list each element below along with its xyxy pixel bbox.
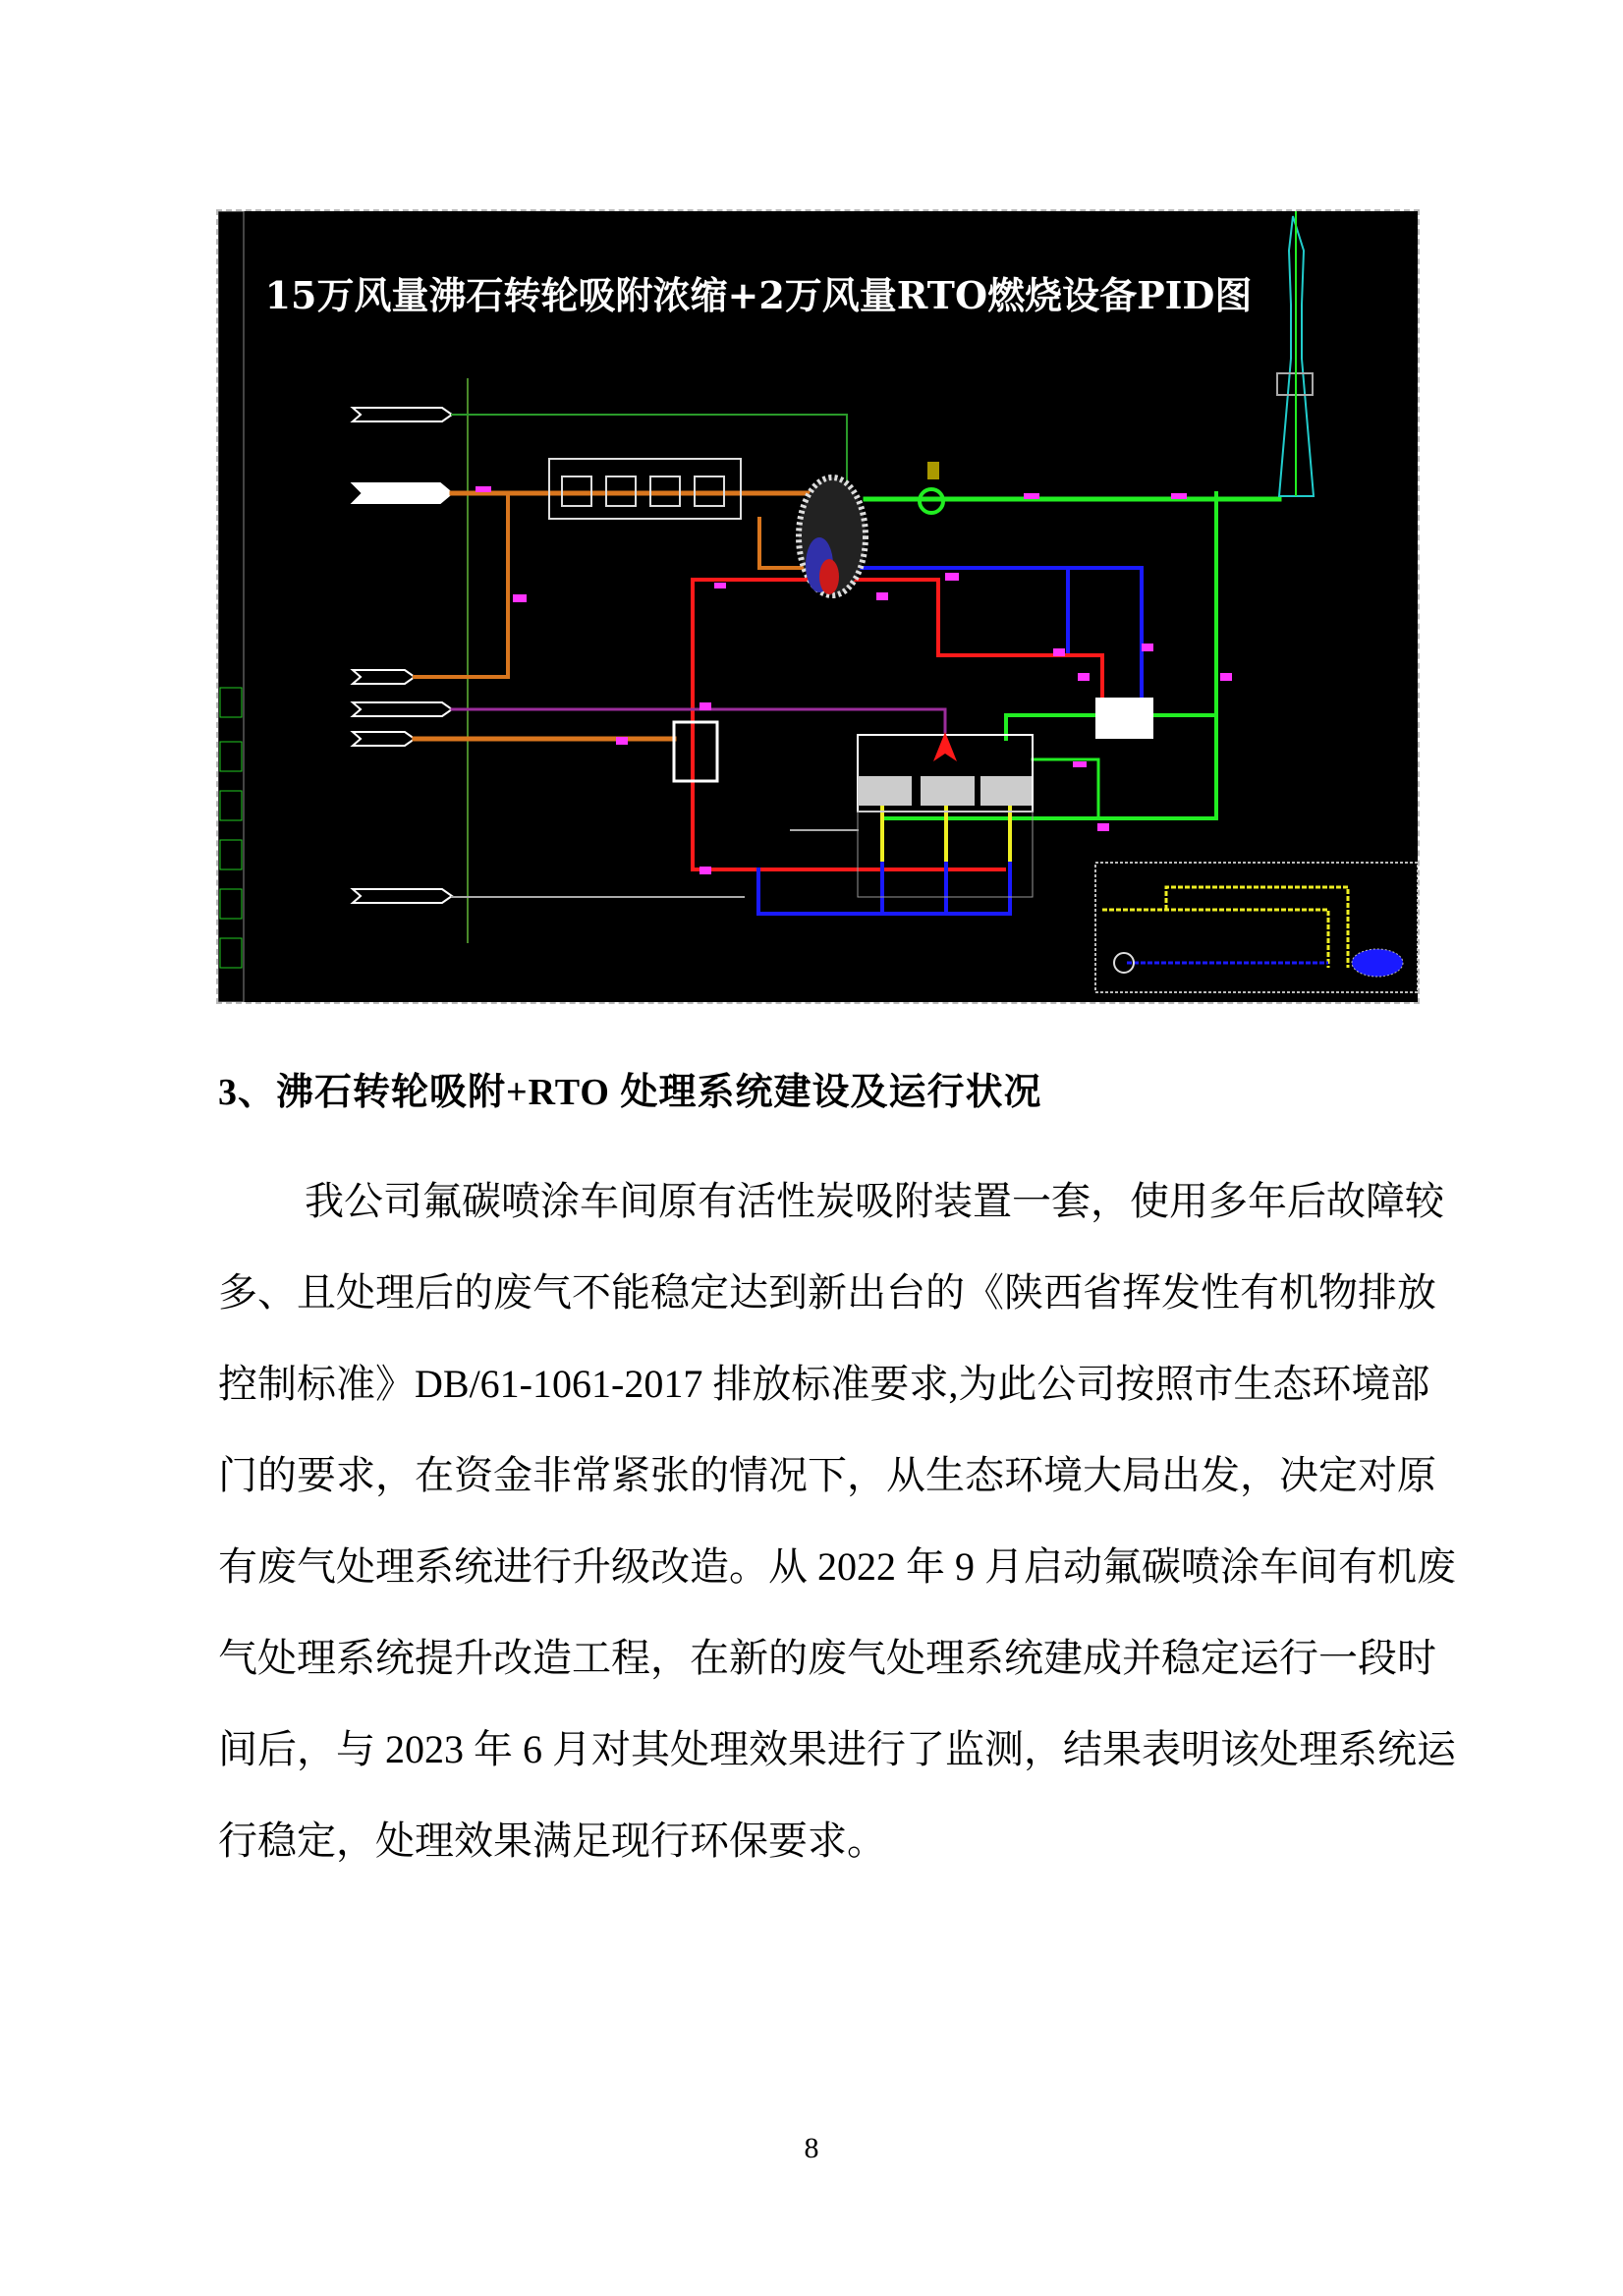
paragraph-line: 有废气处理系统进行升级改造。从 2022 年 9 月启动氟碳喷涂车间有机废 [218, 1544, 1456, 1589]
green-rto-pipe [1033, 759, 1098, 818]
red-pipe [693, 580, 1102, 869]
orange-desorb-pipe [759, 519, 804, 568]
blue-pipe [857, 568, 1142, 698]
orange-branch-pipe [415, 493, 508, 677]
paragraph-line: 气处理系统提升改造工程，在新的废气处理系统建成并稳定运行一段时 [218, 1636, 1436, 1680]
diagram-title: 15万风量沸石转轮吸附浓缩+2万风量RTO燃烧设备PID图 [264, 273, 1253, 317]
section-heading: 3、沸石转轮吸附+RTO 处理系统建设及运行状况 [218, 1072, 1042, 1113]
filter-box [549, 459, 741, 519]
paragraph-line: 行稳定，处理效果满足现行环保要求。 [218, 1819, 886, 1863]
chimney [1277, 211, 1314, 496]
paragraph-line: 控制标准》DB/61-1061-2017 排放标准要求,为此公司按照市生态环境部 [218, 1362, 1430, 1406]
paragraph-line: 间后，与 2023 年 6 月对其处理效果进行了监测，结果表明该处理系统运 [218, 1727, 1456, 1771]
pid-diagram [218, 211, 1418, 1002]
inlet-arrows [353, 408, 452, 903]
zeolite-wheel [799, 477, 866, 595]
pid-diagram-figure [218, 211, 1418, 1002]
left-legend-strip [218, 211, 244, 1002]
yellow-riser-pipes [882, 801, 1010, 860]
body-paragraph [218, 1174, 1456, 1905]
vessel [674, 722, 717, 781]
heat-exchanger [1095, 698, 1153, 739]
fan [920, 462, 943, 513]
combustion-system-inset [1095, 863, 1418, 992]
page-number: 8 [804, 2132, 819, 2164]
gray-pipe [452, 830, 858, 897]
paragraph-line: 我公司氟碳喷涂车间原有活性炭吸附装置一套，使用多年后故障较 [305, 1179, 1444, 1223]
paragraph-line: 门的要求，在资金非常紧张的情况下，从生态环境大局出发，决定对原 [218, 1453, 1436, 1497]
paragraph-line: 多、且处理后的废气不能稳定达到新出台的《陕西省挥发性有机物排放 [218, 1270, 1436, 1315]
